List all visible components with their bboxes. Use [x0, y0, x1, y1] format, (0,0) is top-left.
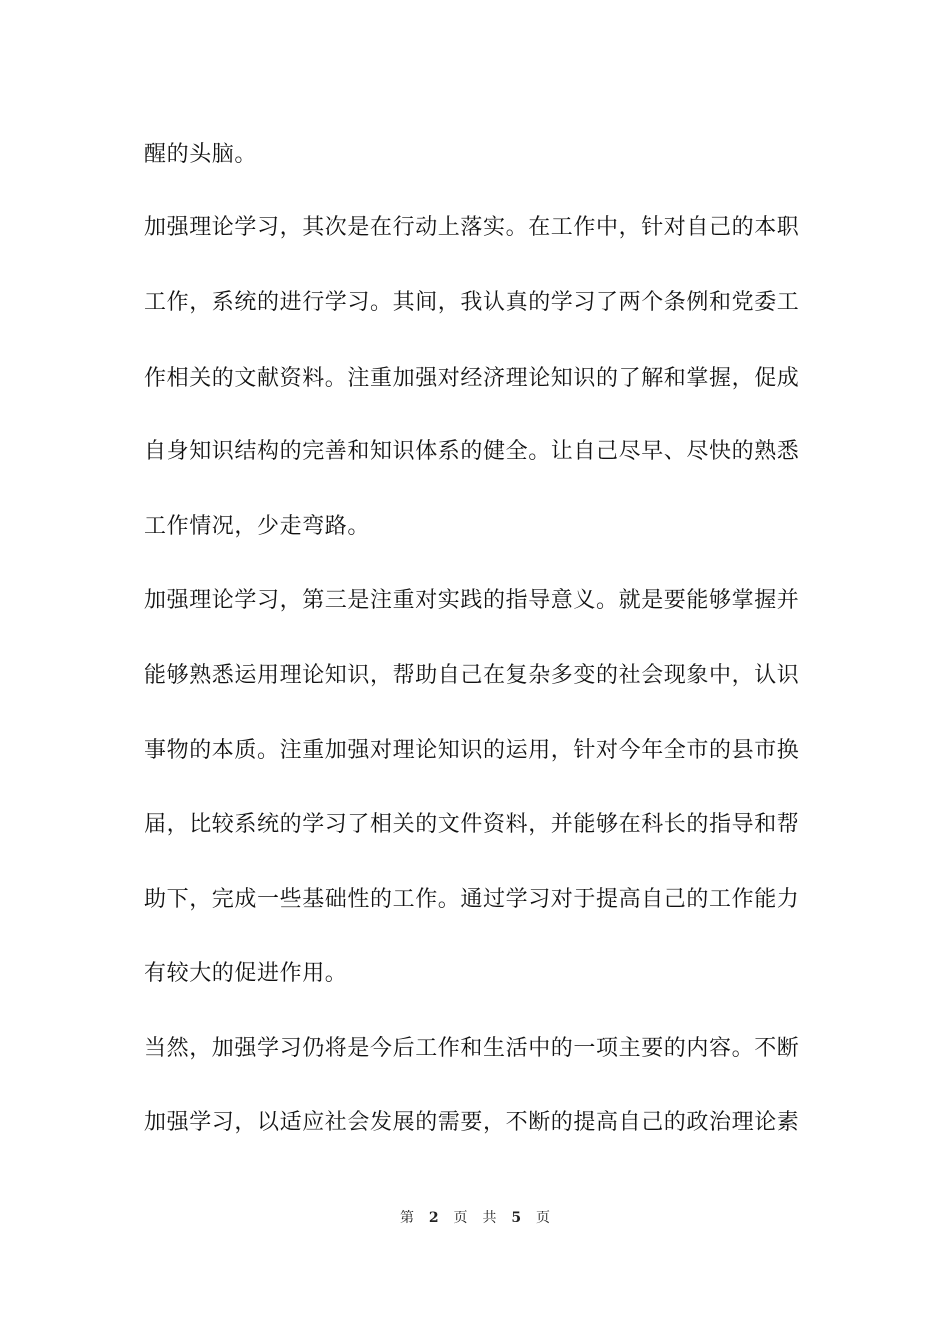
text-line-13: 当然，加强学习仍将是今后工作和生活中的一项主要的内容。不断 — [144, 1036, 800, 1061]
text-line-10: 届，比较系统的学习了相关的文件资料，并能够在科长的指导和帮 — [144, 812, 800, 837]
text-line-9: 事物的本质。注重加强对理论知识的运用，针对今年全市的县市换 — [144, 738, 800, 763]
text-line-7: 加强理论学习，第三是注重对实践的指导意义。就是要能够掌握并 — [144, 588, 800, 613]
text-line-2: 加强理论学习，其次是在行动上落实。在工作中，针对自己的本职 — [144, 215, 800, 240]
total-pages-number: 5 — [511, 1210, 522, 1226]
text-line-5: 自身知识结构的完善和知识体系的健全。让自己尽早、尽快的熟悉 — [144, 439, 800, 464]
text-line-11: 助下，完成一些基础性的工作。通过学习对于提高自己的工作能力 — [144, 887, 800, 912]
footer-total-word: 共 — [482, 1210, 497, 1226]
text-line-14: 加强学习，以适应社会发展的需要，不断的提高自己的政治理论素 — [144, 1110, 800, 1135]
footer-page-word: 页 — [453, 1210, 468, 1226]
current-page-number: 2 — [428, 1210, 439, 1226]
footer-suffix: 页 — [536, 1210, 551, 1226]
text-line-4: 作相关的文献资料。注重加强对经济理论知识的了解和掌握，促成 — [144, 366, 800, 391]
text-line-12: 有较大的促进作用。 — [144, 961, 348, 986]
text-line-1: 醒的头脑。 — [144, 142, 258, 167]
text-line-6: 工作情况，少走弯路。 — [144, 514, 371, 539]
text-line-3: 工作，系统的进行学习。其间，我认真的学习了两个条例和党委工 — [144, 290, 800, 315]
page-footer — [0, 1209, 950, 1227]
footer-prefix: 第 — [399, 1210, 414, 1226]
text-line-8: 能够熟悉运用理论知识，帮助自己在复杂多变的社会现象中，认识 — [144, 663, 800, 688]
